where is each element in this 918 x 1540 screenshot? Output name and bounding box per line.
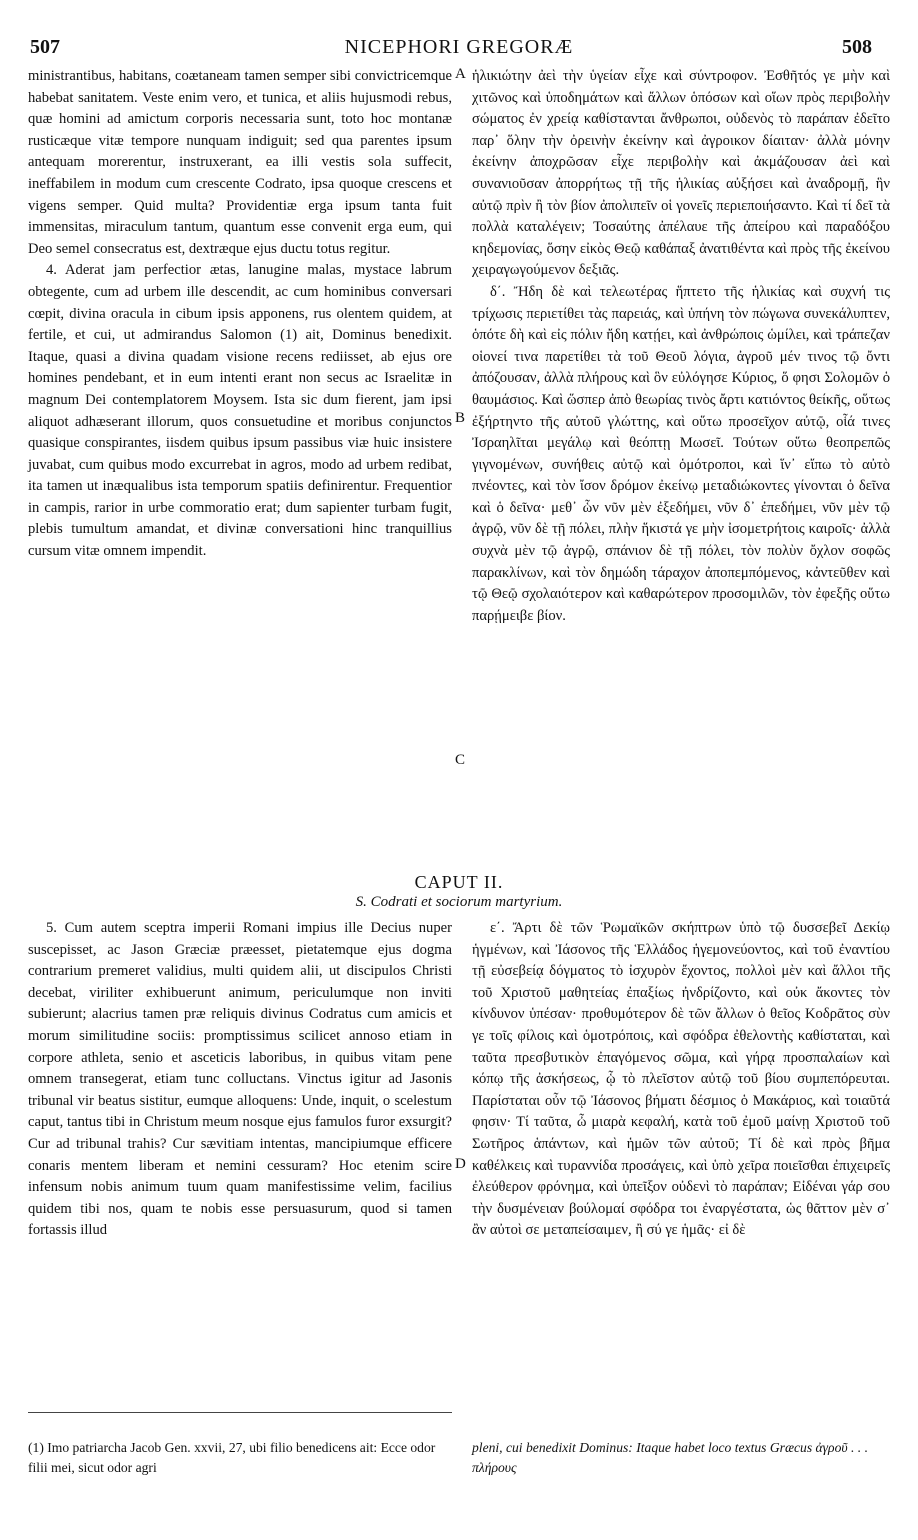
latin-column-bottom [28, 918, 452, 1242]
page-number-right: 508 [842, 36, 872, 58]
margin-marker-d: D [455, 1156, 466, 1172]
greek-paragraph-3-end: ἡλικιώτην ἀεὶ τὴν ὑγείαν εἶχε καὶ σύντροφον. Ἐσθῆτός γε μὴν καὶ χιτῶνος καὶ ὑποδημάτων καὶ ἄλλων ὁπόσων καὶ οἵων πρὸς περιβολὴν σώματος ἐν χρείᾳ καθίστανται ἄνθρωποι, οὐδενὸς τὸ παράπαν ἐδεῖτο παρ᾿ ὅλην τὴν ὀρεινὴν ἐκείνην καὶ ἀγροικον δίαιταν· ἀλλὰ μόνην ἐκείνην ἀποχρῶσαν εἶχε περιβολὴν καὶ ἀκμάζουσαν ἀεὶ καὶ συνανιοῦσαν ἀπορρήτως τῇ τῆς ἡλικίας αὐξήσει καὶ ἀναδρομῇ, ἣν αὐτῷ πρὶν ἢ τὸν βίον ἀπολιπεῖν οἱ γονεῖς περιεποιήσαντο. Καὶ τί δεῖ τὰ πολλὰ καταλέγειν; Τοσαύτης ἀπέλαυε τῆς ἀπείρου καὶ παραδόξου κηδεμονίας, ὅσην εἰκὸς Θεῷ καθάπαξ ἀνατιθέντα καὶ πρὸς τῆς ἐκείνου χειραγωγούμενον δεξιᾶς. [472, 68, 890, 279]
chapter-subtitle: S. Codrati et sociorum martyrium. [355, 894, 563, 910]
footnote-right: pleni, cui benedixit Dominus: Itaque habet loco textus Græcus ἀγροῦ . . . πλήρους [472, 1440, 868, 1475]
page-header [0, 36, 918, 62]
latin-paragraph-3-end: ministrantibus, habitans, coætaneam tamen semper sibi convictricemque habebat sanitatem. Veste enim vero, et tunica, et aliis hujusmodi rebus, quæ homini ad amictum corporis necessaria sunt, toto hoc montanæ rusticæque vitæ tempore nunquam indiguit; sed qua parentes ipsum antequam morerentur, instruxerant, ea illi vestis sola suffecit, ineffabilem in modum cum crescente Codrato, ipsa quoque crescens et vigens semper. Quid multa? Providentiæ erga ipsum tanta fuit immensitas, miraculum tantum, quantum esse convenit erga eum, qui Deo semel consecratus est, dextræque ejus ductu totus regitur. [28, 68, 452, 257]
greek-paragraph-4: δ΄. Ἤδη δὲ καὶ τελεωτέρας ἥπτετο τῆς ἡλικίας καὶ συχνή τις τρίχωσις περιετίθει τὰς παρειάς, καὶ ὑπήνη τὸν πώγωνα συνεκάλυπτεν, ὁπότε δὴ καὶ εἰς πόλιν ἤδη κατῄει, καὶ ἀνθρώποις ὡμίλει, καὶ τράπεζαν οἱονεί τινα παρετίθει τὰ τοῦ Θεοῦ λόγια, ἀγροῦ μέν τινος τῷ ὄντι ἀπόζουσαν, ἀλλὰ πλήρους καὶ ὃν εὐλόγησε Κύριος, ὅ φησι Σολομῶν ὁ θαυμάσιος. Καὶ ὥσπερ ἀπὸ θεωρίας τινὸς ἄρτι κατιόντος θείκῆς, οὕτως ἐξήρτηντο τῆς αὐτοῦ γλώττης, καὶ οὕτω προσεῖχον αὐτῷ, οἷά τινες Ἰσραηλῖται μεγάλῳ καὶ θεόπτῃ Μωσεῖ. Τούτων οὕτω θεοπρεπῶς γιγνομένων, συνήθεις αὐτῷ καὶ ὁμότροποι, καὶ ἵν᾿ εἴπω τὸ αὐτὸ πνέοντες, καὶ τὸν ἴσον δρόμον ἐκείνῳ μεταδιώκοντες γίνονται ὁ δεῖνα καὶ ὁ δεῖνα· μεθ᾿ ὧν νῦν μὲν ἐξεδήμει, νῦν δ᾿ ἐπεδήμει, νῦν μὲν τῷ ἀγρῷ, νῦν δὲ τῇ πόλει, πλὴν ἥκιστά γε μὴν ἰσομετρήτοις καιροῖς· ἀλλὰ συχνὰ μὲν τῷ ἀγρῷ, σπάνιον δὲ τῇ πόλει, τὸν πολὺν ὄχλον σοφῶς παρακλίνων, καὶ τὸν δημώδη τάραχον ἀποπεμπόμενος, κἀντεῦθεν καὶ τῷ Θεῷ σχολαιότερον καὶ καθαρώτερον προσομιλῶν, τὸν ἐφεξῆς οὕτω παρῄμειβε βίον. [472, 283, 890, 624]
margin-marker-b: B [455, 410, 466, 426]
greek-column-bottom [472, 918, 890, 1242]
greek-paragraph-5: ε΄. Ἄρτι δὲ τῶν Ῥωμαϊκῶν σκήπτρων ὑπὸ τῷ δυσσεβεῖ Δεκίῳ ἡγμένων, καὶ Ἰάσονος τῆς Ἑλλάδος ἡγεμονεύοντος, καὶ τοῦ ἐναντίου τῇ εὐσεβείᾳ δόγματος τὸ ἰσχυρὸν ἔχοντος, πολλοὶ μὲν καὶ ἄλλοι τῆς τοῦ Χριστοῦ μαθητείας ἐπαξίως ἠνδρίζοντο, καὶ οὐκ ἄκοντες τὸν κίνδυνον ὑπέσαν· προθυμότερον δὲ τῶν ἄλλων ὁ θεῖος Κοδρᾶτος σὺν γε τοῖς φίλοις καὶ ὁμοτρόποις, καὶ σφόδρα ἐθελοντὴς καθίσταται, καὶ ταῦτα πρεσβυτικὸν ἐπαγόμενος σῶμα, καὶ γήρᾳ προσπαλαίων καὶ κόπῳ τῆς ἀσκήσεως, ᾧ τὸ πλεῖστον αὐτῷ τοῦ βίου συμπεπόρευται. Παρίσταται οὖν τῷ Ἰάσονος βήματι δέσμιος ὁ Μακάριος, καὶ τοιαῦτά φησιν· Τί ταῦτα, ὦ μιαρὰ κεφαλή, κατὰ τοῦ ἐμοῦ μαίνῃ Χριστοῦ τοῦ Σωτῆρος ἁπάντων, καὶ ἡμῶν τῶν αὐτοῦ; Τί δὲ καὶ πρὸς βῆμα καθέλκεις καὶ τυραννίδα προσάγεις, καὶ ὑπὸ χεῖρα ποιεῖσθαι ἐπιχειρεῖς ἐλεύθερον φρόνημα, καὶ ὑπεῖξον οὐδενὶ τὸ παράπαν; Εἰδέναι γάρ σου τὴν δυσμένειαν βούλομαί σφόδρα τοι ἐναργέστατα, ὡς θᾶττον μὲν σ᾿ ἂν αὐτοὶ σε μεταπείσαιμεν, ἢ σύ γε ἡμᾶς· εἰ δὲ [472, 920, 890, 1239]
latin-column-top [28, 66, 452, 563]
margin-marker-a: A [455, 66, 466, 82]
footnote-divider [28, 1412, 452, 1413]
greek-column-top [472, 66, 890, 627]
latin-paragraph-4: 4. Aderat jam perfectior ætas, lanugine malas, mystace labrum obtegente, cum ad urbem ille descendit, ac cum hominibus conversari cœpit, divina oracula in cibum ipsis apponens, rus olentem quidem, at fertile, et cui, ut admirandus Salomon (1) ait, Dominus benedixit. Itaque, quasi a divina quadam visione recens rediisset, ab ejus ore homines pendebant, et in eum intenti erant non secus ac Israelitæ in magnum Dei contemplatorem Moysem. Ista sic dum fierent, jam ipsi aliquot adhæserant illorum, quos consuetudine et moribus conjunctos quasique conspirantes, iisdem quibus ipsum passibus viæ huic insistere juvabat, cum quibus modo excurrebat in agros, modo ad urbem redibat, ita tamen ut inæqualibus ista temporum spatiis definirentur. Frequentior in campis, rarior in urbe commoratio erat; dum sapienter turbam fugit, plebis tumultum amandat, et divinæ conversationi hinc tranquillius cursum vitæ omnem impendit. [28, 262, 452, 560]
margin-marker-c: C [455, 752, 466, 768]
footnote-left: (1) Imo patriarcha Jacob Gen. xxvii, 27, ubi filio benedicens ait: Ecce odor filii mei, sicut odor agri [28, 1440, 436, 1475]
latin-paragraph-5: 5. Cum autem sceptra imperii Romani impius ille Decius nuper suscepisset, ac Jason Græciæ præesset, pietatemque ejus dogma contrarium premeret validius, multi quidem alii, ut discipulos Christi decebat, viriliter exhibuerunt animum, periculumque non inviti subierunt; alacrius tamen præ reliquis divinus Codratus cum amicis et morum similitudine sociis: promptissimus scilicet annoso etiam in corpore athleta, senio et asceticis laboribus, in quibus vitam pene omnem transegerat, etiam tunc colluctans. Vinctus igitur ad Jasonis tribunal vir beatus sistitur, eumque alloquens: Unde, inquit, o scelestum caput, tantus tibi in Christum meum nosque ejus famulos furor exsurgit? Cur ad tribunal trahis? Cur sævitiam intentas, mancipiumque efficere conaris mentem liberam et nemini cessuram? Hoc etenim scire infensum nobis animum tuum quam manifestissime velim, facilius quidem tibi nos, quam te nobis esse persuasurum, quod si tamen fortassis illud [28, 920, 452, 1239]
chapter-title: CAPUT II. [414, 872, 504, 892]
running-title: NICEPHORI GREGORÆ [344, 36, 574, 58]
page-number-left: 507 [30, 36, 60, 58]
